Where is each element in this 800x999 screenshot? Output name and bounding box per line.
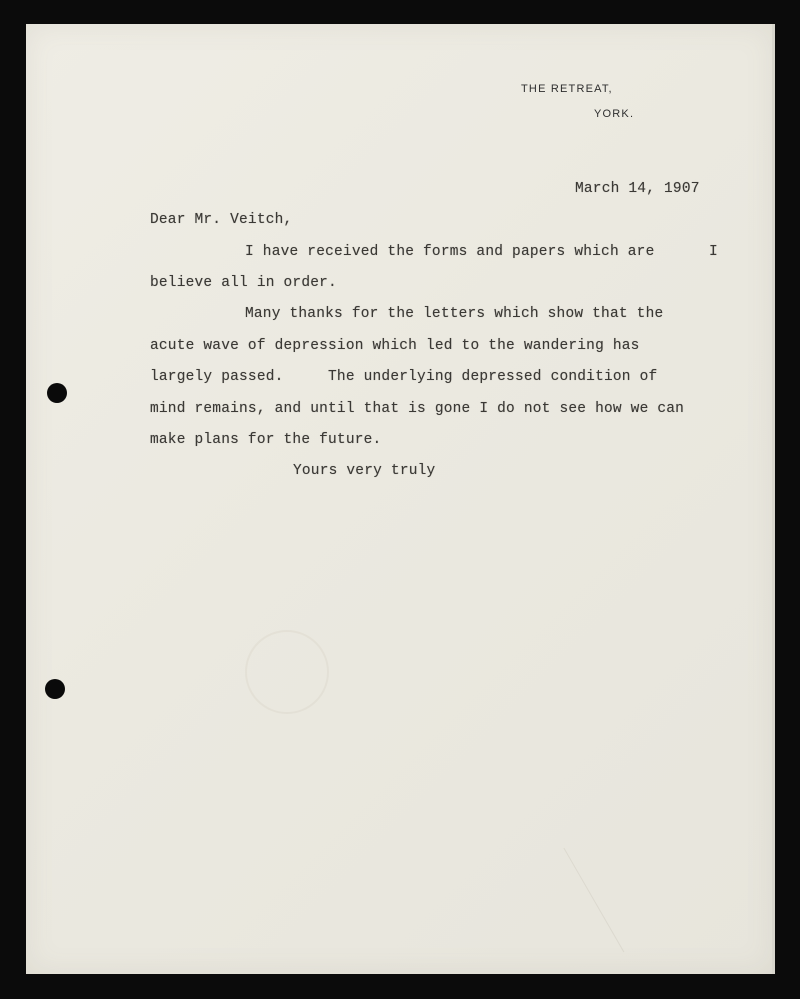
paragraph-2-line-3: largely passed. The underlying depressed condition of [150,369,658,385]
paper-sheet [26,24,774,974]
paragraph-1-line-2: believe all in order. [150,275,337,291]
paragraph-1-line-1-trailing: I [709,244,718,260]
letter-salutation: Dear Mr. Veitch, [150,212,293,228]
punch-hole-upper [47,383,67,403]
faint-stamp-impression [245,630,329,714]
paragraph-1-line-1: I have received the forms and papers which are [245,244,655,260]
letterhead-line-2: YORK. [594,108,635,120]
paragraph-2-line-4: mind remains, and until that is gone I do not see how we can [150,401,685,417]
paper-edge [772,24,775,974]
letter-closing: Yours very truly [293,463,436,479]
paragraph-2-line-2: acute wave of depression which led to the wandering has [150,338,640,354]
letter-date: March 14, 1907 [575,181,700,197]
paragraph-2-line-5: make plans for the future. [150,432,382,448]
paragraph-2-line-1: Many thanks for the letters which show that the [245,306,664,322]
punch-hole-lower [45,679,65,699]
letterhead-line-1: THE RETREAT, [521,83,613,95]
